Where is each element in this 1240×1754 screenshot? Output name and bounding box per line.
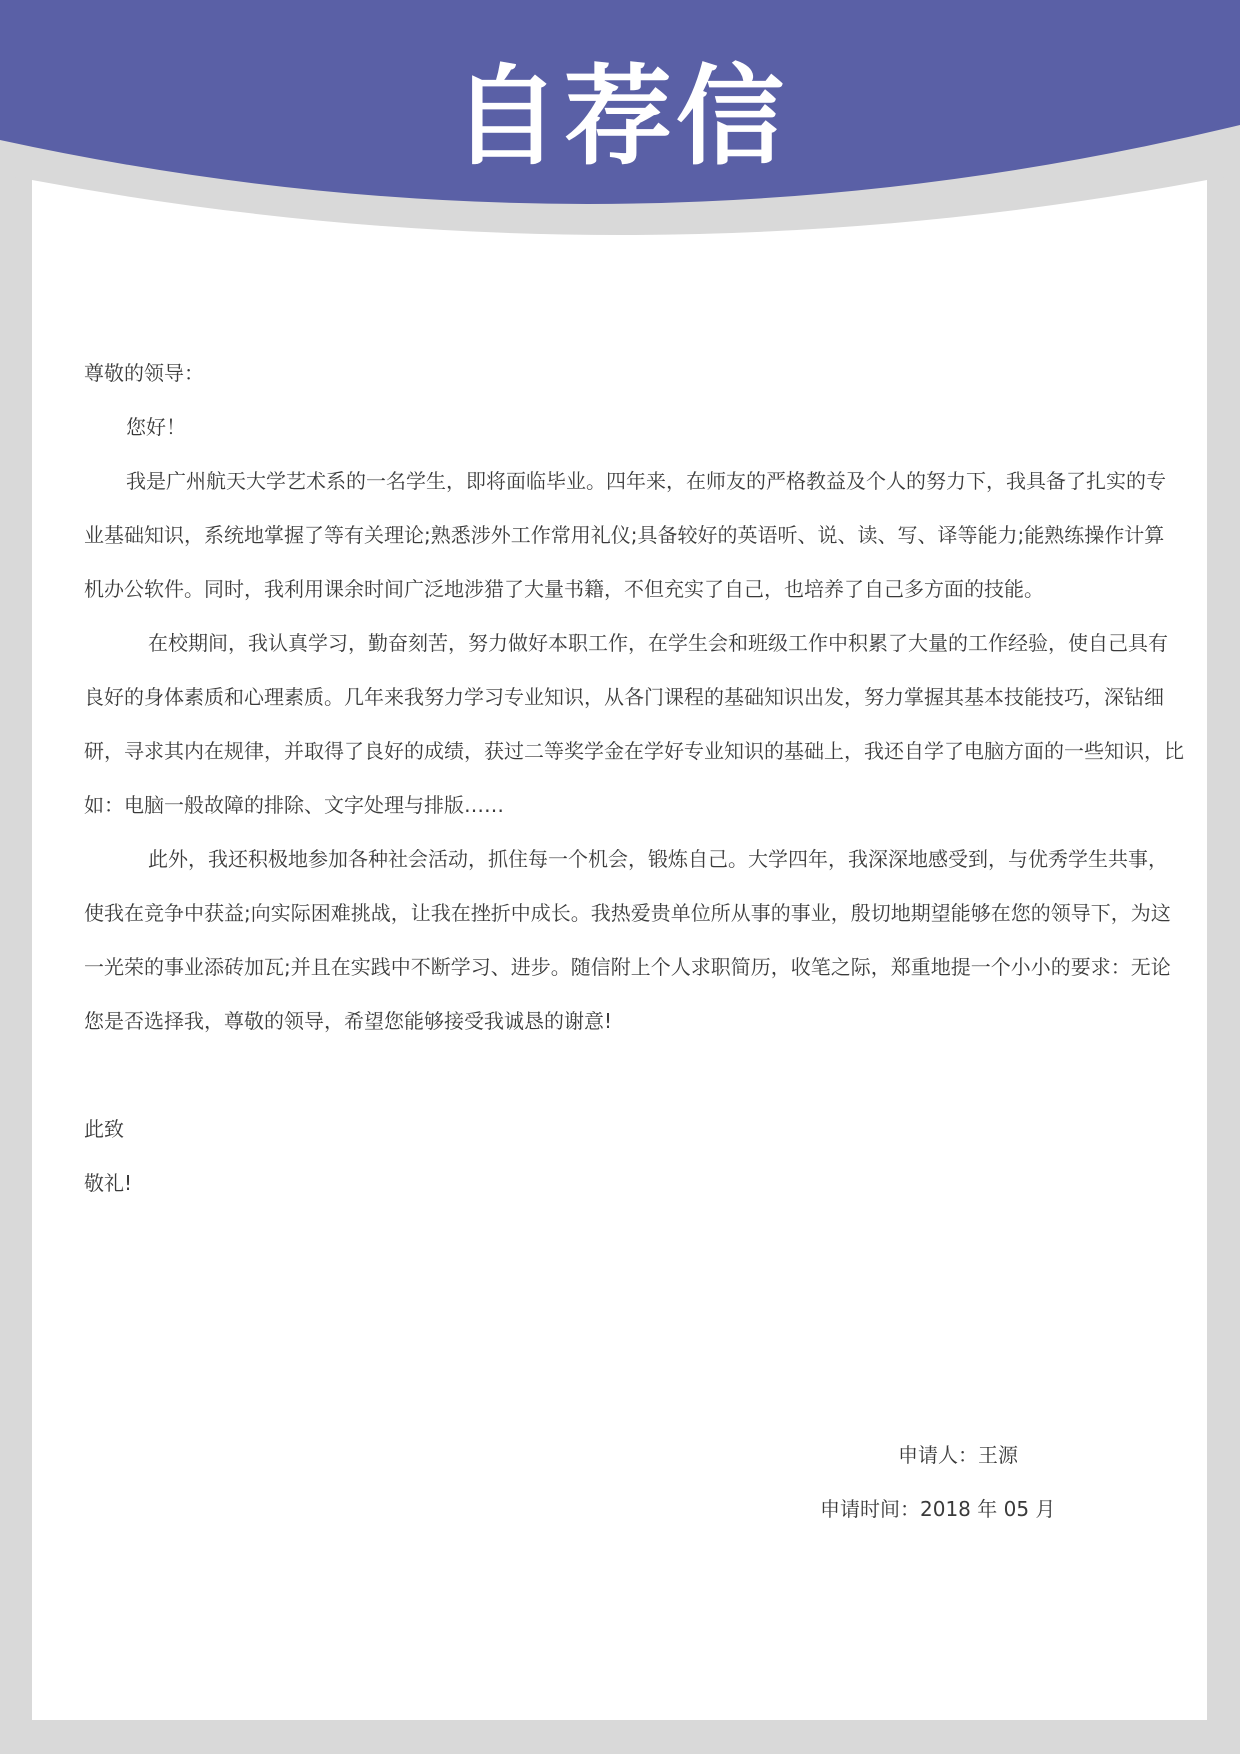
letter-paragraph-1: 我是广州航天大学艺术系的一名学生，即将面临毕业。四年来，在师友的严格教益及个人的努力下，我具备了扎实的专业基础知识，系统地掌握了等有关理论;熟悉涉外工作常用礼仪;具备较好的英语听、说、读、写、译等能力;能熟练操作计算机办公软件。同时，我利用课余时间广泛地涉猎了大量书籍，不但充实了自己，也培养了自己多方面的技能。	[84, 469, 1166, 601]
page-title: 自荐信	[451, 55, 788, 180]
applicant-label: 申请人：	[898, 1443, 978, 1467]
date-label: 申请时间：	[820, 1497, 920, 1521]
letter-body	[84, 346, 1184, 1210]
applicant-line	[820, 1428, 1180, 1482]
letter-paragraph-2: 在校期间，我认真学习，勤奋刻苦，努力做好本职工作，在学生会和班级工作中积累了大量的工作经验，使自己具有良好的身体素质和心理素质。几年来我努力学习专业知识，从各门课程的基础知识出发，努力掌握其基本技能技巧，深钻细研，寻求其内在规律，并取得了良好的成绩，获过二等奖学金在学好专业知识的基础上，我还自学了电脑方面的一些知识，比如：电脑一般故障的排除、文字处理与排版……	[84, 631, 1184, 817]
signature-block	[820, 1428, 1180, 1536]
date-line	[820, 1482, 1180, 1536]
closing-cizhi: 此致	[84, 1117, 124, 1141]
date-value: 2018 年 05 月	[920, 1497, 1056, 1521]
greeting: 您好！	[126, 415, 186, 439]
salutation: 尊敬的领导：	[84, 361, 204, 385]
letter-paragraph-3: 此外，我还积极地参加各种社会活动，抓住每一个机会，锻炼自己。大学四年，我深深地感受到，与优秀学生共事，使我在竞争中获益;向实际困难挑战，让我在挫折中成长。我热爱贵单位所从事的事业，殷切地期望能够在您的领导下，为这一光荣的事业添砖加瓦;并且在实践中不断学习、进步。随信附上个人求职简历，收笔之际，郑重地提一个小小的要求：无论您是否选择我，尊敬的领导，希望您能够接受我诚恳的谢意!	[84, 847, 1171, 1033]
closing-jingli: 敬礼!	[84, 1171, 133, 1195]
applicant-name: 王源	[978, 1443, 1018, 1467]
